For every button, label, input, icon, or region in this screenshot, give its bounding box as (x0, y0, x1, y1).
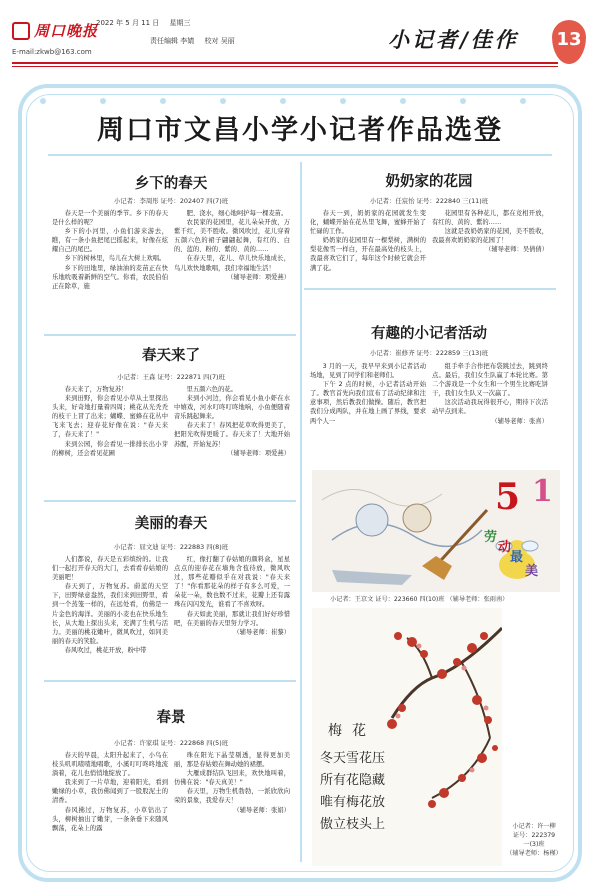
art-text-mei: 美 (525, 564, 539, 579)
article-divider (44, 500, 296, 502)
paragraph: 春天来了，万物复苏！ (64, 386, 128, 393)
poem-line: 冬天雪花压 (320, 751, 386, 766)
art-text-five: 5 (495, 476, 521, 518)
teacher-credit: （辅导老师：项爱燕） (227, 449, 290, 457)
article-body-col (432, 362, 548, 462)
drawing-plum-blossom (312, 608, 502, 866)
email-line: E-mail:zkwb@163.com (12, 48, 92, 56)
caption-teacher: （辅导老师：张雨南） (446, 596, 509, 603)
article-title: 美丽的春天 (134, 515, 208, 532)
masthead-rule (12, 62, 558, 64)
article-body-col (52, 209, 168, 329)
article-body-col (174, 385, 290, 495)
proofreader-name: 校对 吴丽 (204, 37, 235, 45)
paragraph: 这就是我奶奶家的花园，美不胜收，我最喜欢奶奶家的花园了！ (432, 228, 548, 245)
paragraph: 春天到了，万物复苏。蔚蓝的天空下，田野绿意盎然，我们来到田野里，看到一个蒸笼一样的，在远处看，仿佛是一片金色的海洋。美丽的小麦也在快乐地生长，从大地上探出头来，充满了生机与活力。美丽的桃花嫩叶，微风吹过，如同美丽的春天的笑脸。 (52, 583, 168, 645)
page-title: 周口市文昌小学小记者作品选登 (97, 115, 503, 146)
paragraph: 奶奶家的花园里有一棵梨树，满树的梨花像雪一样白，开在最高处的枝头上，我最喜欢它们了，每年这个时候它就会开满了花。 (310, 237, 426, 272)
masthead (0, 0, 600, 78)
paragraph: 春天的早晨，太阳升起来了，小鸟在枝头叽叽喳喳地唱歌，小溪叮叮咚咚地流淌着，花儿也悄悄地绽放了。 (52, 752, 168, 778)
paragraph: 来到公园，你会看见一排排长出小芽的柳树，还会看见花圃 (52, 440, 168, 457)
article-byline: 小记者：屈文迪 证号：222883 四(8)班 (113, 543, 229, 551)
frame-dot (400, 98, 406, 104)
paragraph: 春风吹过，桃花开放，粉中带 (64, 646, 147, 654)
teacher-credit: （辅导老师：项爱燕） (227, 273, 290, 281)
art-text-lao: 劳 (484, 530, 498, 545)
article-byline: 小记者：许家琪 证号：222868 四(5)班 (113, 739, 229, 747)
paragraph: 花园里有各种花儿，都在竞相开放，有红的、黄的、紫的…… (432, 210, 548, 227)
frame-dot (40, 98, 46, 104)
article-body-col (174, 555, 290, 673)
paragraph: 珠在阳光下晶莹剔透，显得更加美丽，那是春姑娘在舞动她的裙摆。 (174, 752, 290, 769)
article-title: 有趣的小记者活动 (371, 325, 487, 342)
paragraph: 来到小河边，你会看见小鱼小虾在水中嬉戏，河水叮咚叮咚地响，小鱼便随着音乐跳起舞来。 (174, 395, 290, 421)
paragraph: 红，像打翻了春姑娘的颜料盒，星星点点的迎春花在墙角含苞待放，微风吹过，那些花瓣似乎在对我说："春天来了！"你看那花朵的样子有多么可爱，一朵花一朵，数也数不过来，花瓣上还有露珠在闪闪发光，谁看了不喜欢呀。 (174, 556, 290, 609)
paragraph: 乡下的小河里，小鱼们游来游去，瞧，有一条小鱼把尾巴摇起来，好像在炫耀自己的尾巴。 (52, 228, 168, 254)
article-body-col (52, 555, 168, 673)
article-byline: 小记者：李周彤 证号：202407 四(7)班 (113, 197, 229, 205)
page-number-badge: 13 (552, 20, 586, 64)
paragraph: 春天来了！春风把花草吹得更美了，把阳光吹得更暖了。春天来了！大地开始苏醒，开始复苏！ (174, 422, 290, 448)
frame-dot (340, 98, 346, 104)
section-name: 小记者/佳作 (388, 27, 519, 52)
caption-author: 小记者：王京文 证号：223660 四(10)班 (330, 596, 445, 603)
paragraph: 来到田野，你会看见小草从土里探出头来，好奇地打量着四周；桃花从光秃秃的枝干上冒了出来；蝴蝶、蜜蜂在花丛中飞来飞去；迎春花好像在说："春天来了，春天来了！" (52, 395, 168, 439)
title-rule (48, 154, 552, 156)
frame-dot (160, 98, 166, 104)
article-divider (44, 680, 296, 682)
poem-line: 唯有梅花放 (320, 795, 386, 810)
paragraph: 春风拂过，万物复苏，小草钻出了头，柳树抽出了嫩芽，一条条垂下来随风飘荡，花朵上的露 (52, 806, 168, 832)
frame-dots (40, 96, 560, 106)
paragraph: 人们都说，春天是五彩缤纷的。让我们一起打开春天的大门，去看看春姑娘的美丽吧！ (52, 556, 168, 582)
paragraph: 大雁成群结队飞回来，欢快地叫着，仿佛在说："春天真美！" (174, 770, 290, 787)
article-title: 春天来了 (142, 347, 200, 364)
article-byline: 小记者：任宸怡 证号：222840 三(11)班 (369, 197, 489, 205)
caption-class: 一(3)班 (523, 841, 545, 848)
caption-teacher: （辅导老师：杨槿） (506, 850, 562, 857)
article-byline: 小记者：王森 证号：222871 四(7)班 (117, 373, 225, 381)
paragraph: 里五颜六色的花。 (186, 386, 237, 393)
paragraph: 乡下的树林里，鸟儿在大树上欢唱。 (64, 255, 166, 263)
article-divider (44, 334, 296, 336)
frame-dot (280, 98, 286, 104)
article-body-col (174, 209, 290, 329)
paragraph: 春天里，万物生机勃勃，一派欣欣向荣的景象，我爱春天！ (174, 788, 290, 805)
issue-weekday: 星期三 (169, 19, 191, 27)
article-body-col (432, 209, 548, 279)
paragraph: 肥、浇水，细心地呵护每一棵麦苗。 (186, 210, 288, 217)
issue-date: 2022 年 5 月 11 日 (96, 19, 160, 27)
teacher-credit: （辅导老师：吴倩倩） (485, 246, 548, 254)
masthead-rule-thin (12, 66, 558, 67)
poem-line: 傲立枝头上 (320, 817, 386, 832)
teacher-credit: （辅导老师：张娟） (233, 806, 290, 814)
paragraph: 农民家的花园里，花儿朵朵开放，万紫千红，美不胜收。微风吹过，花儿穿着五颜六色的裙子翩翩起舞，有红的、白的、蓝的、粉的、紫的、黄的…… (174, 219, 290, 254)
frame-dot (520, 98, 526, 104)
paragraph: 下午 2 点的时候，小记者活动开始了。教官首先向我们宣布了活动纪律和注意事项，然后教我们做操。随后，教官把我们分成两队，并在地上画了界线，要求两个人一 (310, 381, 426, 425)
article-title: 春景 (156, 709, 186, 726)
editor-line (150, 36, 243, 46)
article-title: 奶奶家的花园 (385, 173, 473, 190)
teacher-credit: （辅导老师：崔黎） (233, 628, 290, 636)
frame-dot (220, 98, 226, 104)
drawing-labor-day (312, 470, 560, 592)
article-byline: 小记者：崔修齐 证号：222859 三(13)班 (369, 349, 489, 357)
logo-mark-icon (12, 22, 30, 40)
frame-dot (460, 98, 466, 104)
dateline (96, 18, 199, 28)
art-text-one: 1 (532, 474, 553, 509)
paragraph: 春天是一个美丽的季节。乡下的春天是什么样的呢？ (52, 210, 168, 227)
article-title: 乡下的春天 (134, 175, 208, 192)
article-body-col (174, 751, 290, 857)
caption-author: 小记者：许一柳 (512, 823, 556, 830)
drawing-caption (506, 822, 562, 858)
paragraph: 这次活动我玩得很开心，期待下次活动早点到来。 (432, 399, 548, 416)
labor-day-illustration (312, 470, 560, 592)
paragraph: 乡下的田地里，绿油油的麦苗正在快乐地吮吸着新鲜的空气。你看，农民伯伯正在除草，施 (52, 264, 168, 290)
article-body-col (52, 385, 168, 495)
frame-dot (100, 98, 106, 104)
paragraph: 我来到了一片草地，迎着阳光，看到嫩绿的小草，我仿佛闻到了一股股泥土的清香。 (52, 779, 168, 805)
article-body-col (52, 751, 168, 857)
paragraph: 组手牵手合作把布袋跳过去，跳到终点。最后，我们女生队赢了本轮比赛。第二个游戏是一个女生和一个男生比赛吃饼干，我们女生队又一次赢了。 (432, 363, 548, 398)
article-body-col (310, 362, 426, 462)
paragraph: 春天如此美丽，那就让我们好好珍惜吧，在美丽的春天里努力学习。 (174, 610, 290, 627)
paragraph: 春天一到，奶奶家的花园就发生变化，蝴蝶开始在花丛里飞舞，蜜蜂开始了忙碌的工作。 (310, 210, 426, 236)
editor-name: 责任编辑 李婧 (150, 37, 195, 45)
article-divider (304, 288, 556, 290)
poem-line: 所有花隐藏 (320, 773, 386, 788)
paragraph: 3 月的一天，我早早来到小记者活动场地，见到了同学们和老师们。 (310, 363, 426, 380)
article-body-col (310, 209, 426, 279)
art-text-dong: 动 (498, 540, 512, 555)
poem-title: 梅花 (328, 723, 376, 739)
newspaper-logo (12, 18, 99, 44)
teacher-credit: （辅导老师：张喜） (491, 417, 548, 425)
art-text-zui: 最 (510, 550, 524, 565)
caption-id: 证号：222379 (512, 832, 556, 839)
poem-body (320, 748, 385, 836)
logo-text: 周口晚报 (34, 22, 99, 40)
column-divider (300, 162, 302, 862)
drawing-caption (330, 595, 508, 604)
paragraph: 在春天里，花儿、草儿快乐地成长，鸟儿欢快地歌唱，我们幸福地生活！ (174, 255, 290, 272)
